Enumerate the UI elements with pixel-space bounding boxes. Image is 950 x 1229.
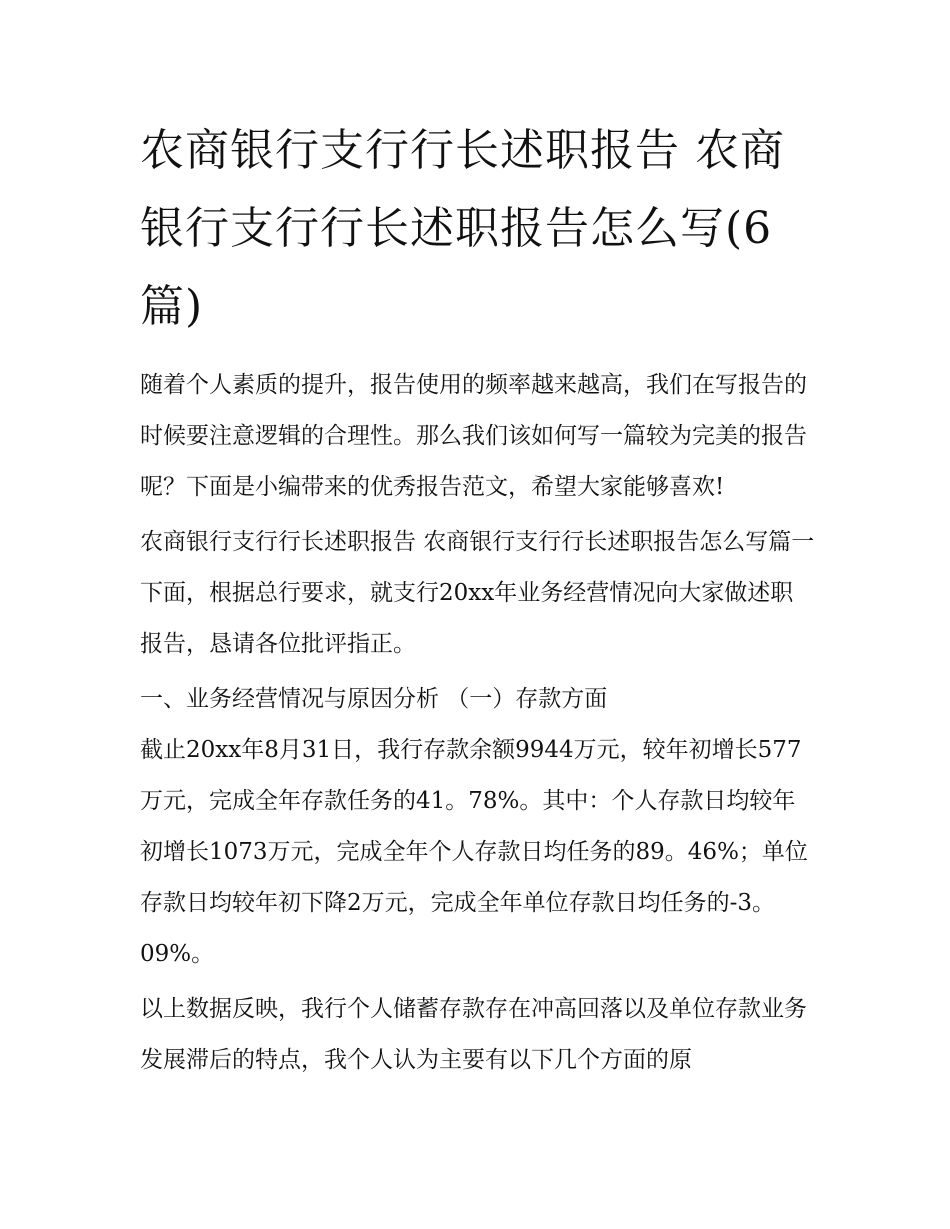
section-heading: 一、业务经营情况与原因分析 （一）存款方面 <box>140 686 608 712</box>
deposit-data-paragraph: 截止20xx年8月31日，我行存款余额9944万元，较年初增长577万元，完成全年存款任务的41。78%。其中：个人存款日均较年初增长1073万元，完成全年个人存款日均任务的89。46%；单位存款日均较年初下降2万元，完成全年单位存款日均任务的-3。09%。 <box>140 737 808 967</box>
document-page <box>140 112 816 1086</box>
document-title: 农商银行支行行长述职报告 农商银行支行行长述职报告怎么写(6篇) <box>140 125 785 332</box>
analysis-paragraph: 以上数据反映，我行个人储蓄存款存在冲高回落以及单位存款业务发展滞后的特点，我个人认为主要有以下几个方面的原 <box>140 996 807 1073</box>
intro-paragraph: 随着个人素质的提升，报告使用的频率越来越高，我们在写报告的时候要注意逻辑的合理性。那么我们该如何写一篇较为完美的报告呢？下面是小编带来的优秀报告范文，希望大家能够喜欢! <box>140 372 807 500</box>
report-opening-paragraph: 农商银行支行行长述职报告 农商银行支行行长述职报告怎么写篇一 下面，根据总行要求，就支行20xx年业务经营情况向大家做述职报告，恳请各位批评指正。 <box>140 529 815 657</box>
